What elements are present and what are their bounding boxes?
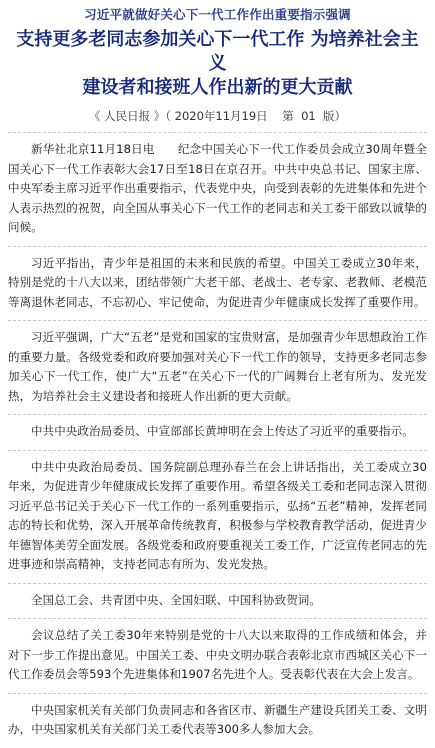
article-headline <box>16 28 419 100</box>
paragraph-4: 中共中央政治局委员、中宣部部长黄坤明在会上传达了习近平的重要指示。 <box>31 424 414 438</box>
article-source-line: 《 人民日报 》（ 2020年11月19日 第 01 版） <box>88 109 347 123</box>
paragraph-2: 习近平指出，青少年是祖国的未来和民族的希望。中国关工委成立30年来，特别是党的十八大以来，团结带领广大老干部、老战士、老专家、老教师、老模范等离退休老同志，不忘初心、牢记使命，为促进青少年健康成长发挥了重要作用。 <box>8 255 427 309</box>
paragraph-8: 中央国家机关有关部门负责同志和各省区市、新疆生产建设兵团关工委、文明办，中央国家机关有关部门关工委代表等300多人参加大会。 <box>8 702 427 736</box>
headline-line-2: 建设者和接班人作出新的更大贡献 <box>82 77 353 98</box>
article-kicker: 习近平就做好关心下一代工作作出重要指示强调 <box>84 7 351 22</box>
headline-line-1: 支持更多老同志参加关心下一代工作 为培养社会主义 <box>16 29 419 74</box>
paragraph-1: 新华社北京11月18日电 纪念中国关心下一代工作委员会成立30周年暨全国关心下一代工作表彰大会17日至18日在京召开。中共中央总书记、国家主席、中央军委主席习近平作出重要指示，代表党中央，向受到表彰的先进集体和先进个人表示热烈的祝贺，向全国从事关心下一代工作的老同志和关工委干部致以诚挚的问候。 <box>8 142 427 234</box>
paragraph-3: 习近平强调，广大“五老”是党和国家的宝贵财富，是加强青少年思想政治工作的重要力量。各级党委和政府要加强对关心下一代工作的领导，支持更多老同志参加关心下一代工作，使广大“五老”在关心下一代的广阔舞台上老有所为、发光发热，为培养社会主义建设者和接班人作出新的更大贡献。 <box>8 330 427 403</box>
paragraph-7: 会议总结了关工委30年来特别是党的十八大以来取得的工作成绩和体会，并对下一步工作提出意见。中国关工委、中央文明办联合表彰北京市西城区关心下一代工作委员会等593个先进集体和1907名先进个人。受表彰代表在大会上发言。 <box>8 628 427 681</box>
paragraph-6: 全国总工会、共青团中央、全国妇联、中国科协致贺词。 <box>31 592 321 607</box>
paragraph-5: 中共中央政治局委员、国务院副总理孙春兰在会上讲话指出，关工委成立30年来，为促进青少年健康成长发挥了重要作用。希望各级关工委和老同志深入贯彻习近平总书记关于关心下一代工作的一系列重要指示，弘扬“五老”精神，发挥老同志的特长和优势，深入开展革命传统教育，积极参与学校教育教学活动，促进青少年德智体美劳全面发展。各级党委和政府要重视关工委工作，广泛宣传老同志的先进事迹和崇高精神，支持老同志有所为、发光发热。 <box>8 459 427 571</box>
